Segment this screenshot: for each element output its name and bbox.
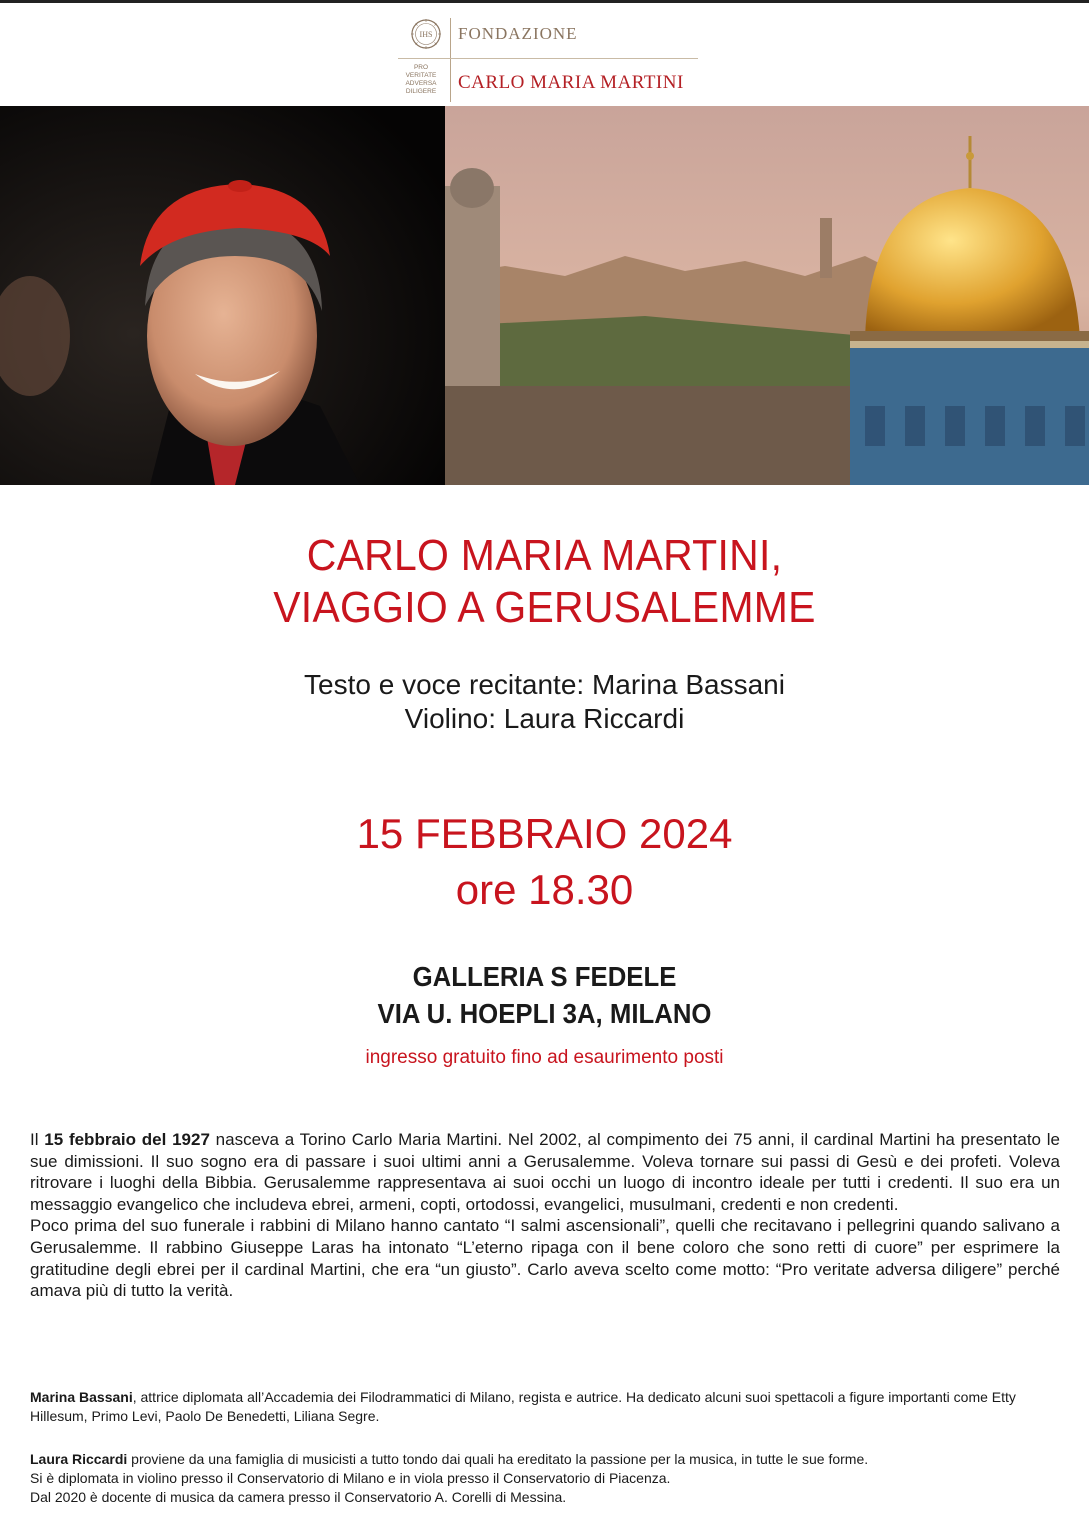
event-date: 15 FEBBRAIO 2024 — [356, 810, 733, 857]
bio-bassani-text — [30, 1388, 1060, 1426]
event-time: ore 18.30 — [455, 866, 634, 913]
jerusalem-skyline-image — [445, 106, 1089, 485]
credit-violin: Violino: Laura Riccardi — [404, 703, 685, 734]
header-photos — [0, 106, 1089, 485]
seal-text: IHS — [419, 30, 433, 39]
bio-bassani — [30, 1388, 1060, 1426]
bio-riccardi-line-2: Si è diplomata in violino presso il Conservatorio di Milano e in viola presso il Conservatorio di Piacenza. — [30, 1470, 671, 1486]
logo-motto — [394, 64, 448, 96]
p1-bold-date: 15 febbraio del 1927 — [44, 1130, 210, 1149]
cardinal-portrait-image — [0, 106, 445, 485]
biography-text — [30, 1129, 1060, 1302]
title-line-1: CARLO MARIA MARTINI, — [306, 531, 783, 580]
motto-line: DILIGERE — [405, 88, 437, 95]
credits — [0, 668, 1089, 736]
admission-note: ingresso gratuito fino ad esaurimento posti — [365, 1047, 724, 1068]
body-paragraph-2: Poco prima del suo funerale i rabbini di Milano hanno cantato “I salmi ascensionali”, quelli che recitavano i pellegrini quando salivano a Gerusalemme. Il rabbino Giuseppe Laras ha intonato “L’eterno ripaga con il bene coloro che sono retti di cuore” per esprimere la gratitudine degli ebrei per il cardinal Martini, che era “un giusto”. Carlo aveva scelto come motto: “Pro veritate adversa diligere” perché amava più di tutto la verità. — [30, 1216, 1060, 1301]
event-venue — [44, 958, 1046, 1032]
event-datetime — [0, 806, 1089, 918]
motto-line: ADVERSA — [405, 80, 437, 87]
logo-org-top: FONDAZIONE — [458, 24, 578, 43]
body-paragraph-1 — [30, 1129, 1060, 1215]
venue-address: VIA U. HOEPLI 3A, MILANO — [377, 998, 712, 1029]
top-rule — [0, 0, 1089, 3]
title-line-2: VIAGGIO A GERUSALEMME — [273, 583, 816, 632]
motto-line: VERITATE — [405, 72, 437, 79]
bio-riccardi — [30, 1450, 1060, 1507]
bio-riccardi-body: proviene da una famiglia di musicisti a tutto tondo dai quali ha ereditato la passione per la musica, in tutte le sue forme. — [127, 1451, 869, 1467]
bio-riccardi-line-3: Dal 2020 è docente di musica da camera presso il Conservatorio A. Corelli di Messina. — [30, 1489, 567, 1505]
venue-name: GALLERIA S FEDELE — [412, 961, 677, 992]
p1-start: Il — [30, 1130, 45, 1149]
motto-line: PRO — [413, 64, 429, 71]
credit-voice: Testo e voce recitante: Marina Bassani — [304, 669, 785, 700]
logo-divider-vertical — [450, 18, 451, 102]
event-title — [38, 530, 1051, 634]
bio-bassani-name: Marina Bassani — [30, 1389, 133, 1405]
seal-icon — [410, 18, 442, 50]
logo-divider-horizontal — [398, 58, 698, 59]
logo-org-bottom: CARLO MARIA MARTINI — [458, 72, 684, 93]
bio-riccardi-line-1 — [30, 1450, 1060, 1469]
bio-bassani-body: , attrice diplomata all’Accademia dei Filodrammatici di Milano, regista e autrice. Ha dedicato alcuni suoi spettacoli a figure importanti come Etty Hillesum, Primo Levi, Paolo De Benedetti, Liliana Segre. — [30, 1389, 1016, 1424]
bio-riccardi-name: Laura Riccardi — [30, 1451, 128, 1467]
p1-rest: nasceva a Torino Carlo Maria Martini. Nel 2002, al compimento dei 75 anni, il cardinal Martini ha presentato le sue dimissioni. Il suo sogno era di passare i suoi ultimi anni a Gerusalemme. Voleva tornare sui passi di Gesù e dei profeti. Voleva ritrovare i luoghi della Bibbia. Gerusalemme rappresentava ai suoi occhi un luogo di incontro ideale per tutti i credenti. Il suo era un messaggio evangelico che includeva ebrei, armeni, copti, ortodossi, evangelici, musulmani, credenti e non credenti. — [30, 1130, 1060, 1214]
foundation-logo — [398, 12, 718, 102]
